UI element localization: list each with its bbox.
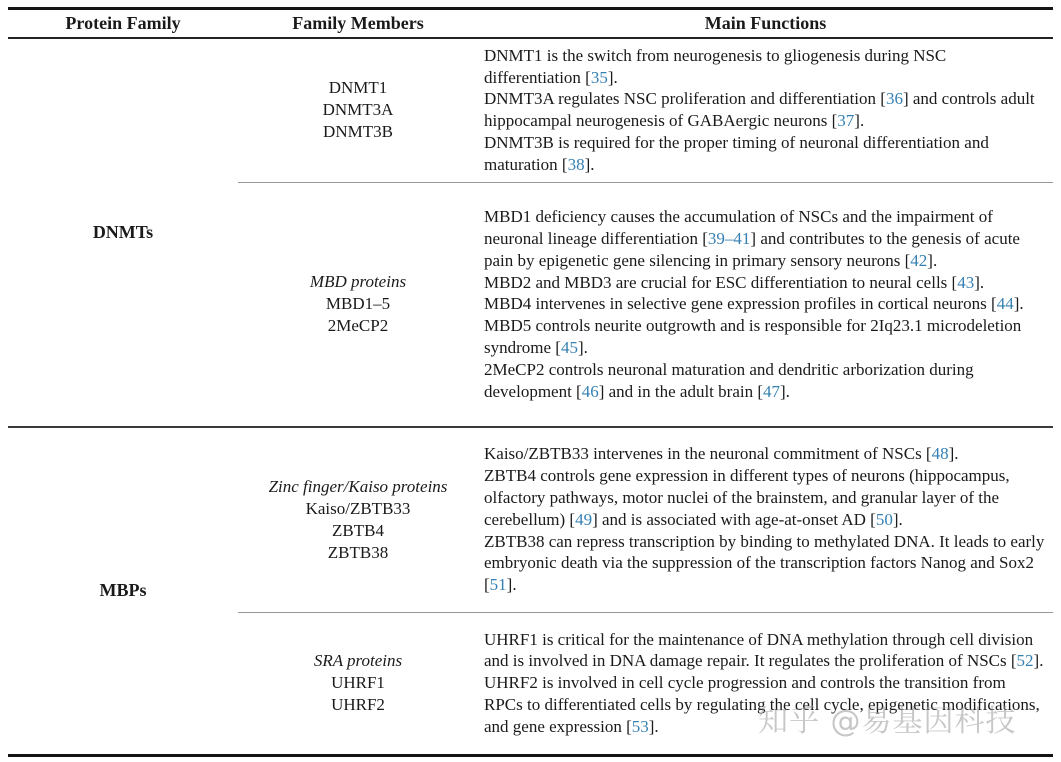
functions-cell [478,612,1053,755]
citation-ref[interactable]: 42 [910,250,928,270]
citation-ref[interactable]: 51 [489,575,507,595]
citation-ref[interactable]: 39–41 [707,228,751,248]
function-paragraph: MBD5 controls neurite outgrowth and is responsible for 2Iq23.1 microdeletion syndrome [45]. [484,316,1022,357]
member-item: 2MeCP2 [327,316,389,336]
table-row [8,38,1053,182]
function-paragraph: Kaiso/ZBTB33 intervenes in the neuronal commitment of NSCs [48]. [484,444,959,464]
citation-ref[interactable]: 49 [575,509,593,529]
column-header-main-functions: Main Functions [478,9,1053,39]
member-group-label: Zinc finger/Kaiso proteins [268,476,448,496]
member-item: UHRF1 [331,673,385,692]
protein-family-table [8,7,1053,757]
function-paragraph: 2MeCP2 controls neuronal maturation and dendritic arborization during development [46] and in the adult brain [47]. [484,359,974,401]
member-item: DNMT3B [323,122,393,142]
functions-cell [478,182,1053,427]
function-paragraph: UHRF2 is involved in cell cycle progression and controls the transition from RPCs to differentiated cells by regulating the cell cycle, epigenetic modifications, and gene expression [53]. [484,673,1040,736]
citation-ref[interactable]: 53 [631,716,649,736]
members-cell [238,182,478,427]
member-item: UHRF2 [331,695,385,714]
citation-ref[interactable]: 43 [957,272,975,292]
citation-ref[interactable]: 44 [996,294,1014,314]
citation-ref[interactable]: 46 [581,381,599,401]
family-cell: MBPs [8,427,238,755]
functions-cell [478,38,1053,182]
citation-ref[interactable]: 47 [763,381,780,401]
citation-ref[interactable]: 45 [560,337,578,357]
function-paragraph: DNMT3A regulates NSC proliferation and differentiation [36] and controls adult hippocampal neurogenesis of GABAergic neurons [37]. [484,89,1035,131]
member-item: MBD1–5 [325,294,391,314]
member-group-label: MBD proteins [309,272,407,292]
member-item: ZBTB38 [327,542,389,562]
column-header-family-members: Family Members [238,9,478,39]
member-item: Kaiso/ZBTB33 [305,498,411,518]
members-cell [238,38,478,182]
citation-ref[interactable]: 38 [567,154,585,174]
function-paragraph: MBD2 and MBD3 are crucial for ESC differentiation to neural cells [43]. [484,272,985,292]
members-cell [238,612,478,755]
function-paragraph: UHRF1 is critical for the maintenance of DNA methylation through cell division and is involved in DNA damage repair. It regulates the proliferation of NSCs [52]. [484,629,1044,671]
function-paragraph: MBD1 deficiency causes the accumulation of NSCs and the impairment of neuronal lineage differentiation [39–41] and contributes to the genesis of acute pain by epigenetic gene silencing in primary sensory neurons [42]. [484,207,1020,270]
function-paragraph: ZBTB38 can repress transcription by binding to methylated DNA. It leads to early embryonic death via the suppression of the transcription factors Nanog and Sox2 [51]. [484,531,1045,595]
member-item: DNMT1 [328,78,388,98]
citation-ref[interactable]: 36 [885,89,903,109]
function-paragraph: MBD4 intervenes in selective gene expression profiles in cortical neurons [44]. [484,294,1024,314]
citation-ref[interactable]: 52 [1016,651,1034,671]
citation-ref[interactable]: 48 [931,444,949,464]
function-paragraph: ZBTB4 controls gene expression in different types of neurons (hippocampus, olfactory pathways, motor nuclei of the brainstem, and granular layer of the cerebellum) [49] and is associated with age-at-onset AD [50]. [484,466,1010,529]
citation-ref[interactable]: 37 [837,111,855,131]
member-group-label: SRA proteins [313,651,403,670]
members-cell [238,427,478,612]
family-cell: DNMTs [92,222,154,242]
table-row [8,427,1053,612]
citation-ref[interactable]: 35 [590,67,608,87]
column-header-protein-family: Protein Family [8,9,238,39]
table-body [8,38,1053,755]
function-paragraph: DNMT3B is required for the proper timing of neuronal differentiation and maturation [38]. [484,133,989,174]
table-header-row [8,9,1053,39]
functions-cell [478,427,1053,612]
member-item: DNMT3A [322,100,394,120]
zhihu-watermark: 知乎 @易基因科技 [758,704,1017,739]
member-item: ZBTB4 [332,520,384,540]
function-paragraph: DNMT1 is the switch from neurogenesis to gliogenesis during NSC differentiation [35]. [484,45,947,87]
citation-ref[interactable]: 50 [875,509,893,529]
